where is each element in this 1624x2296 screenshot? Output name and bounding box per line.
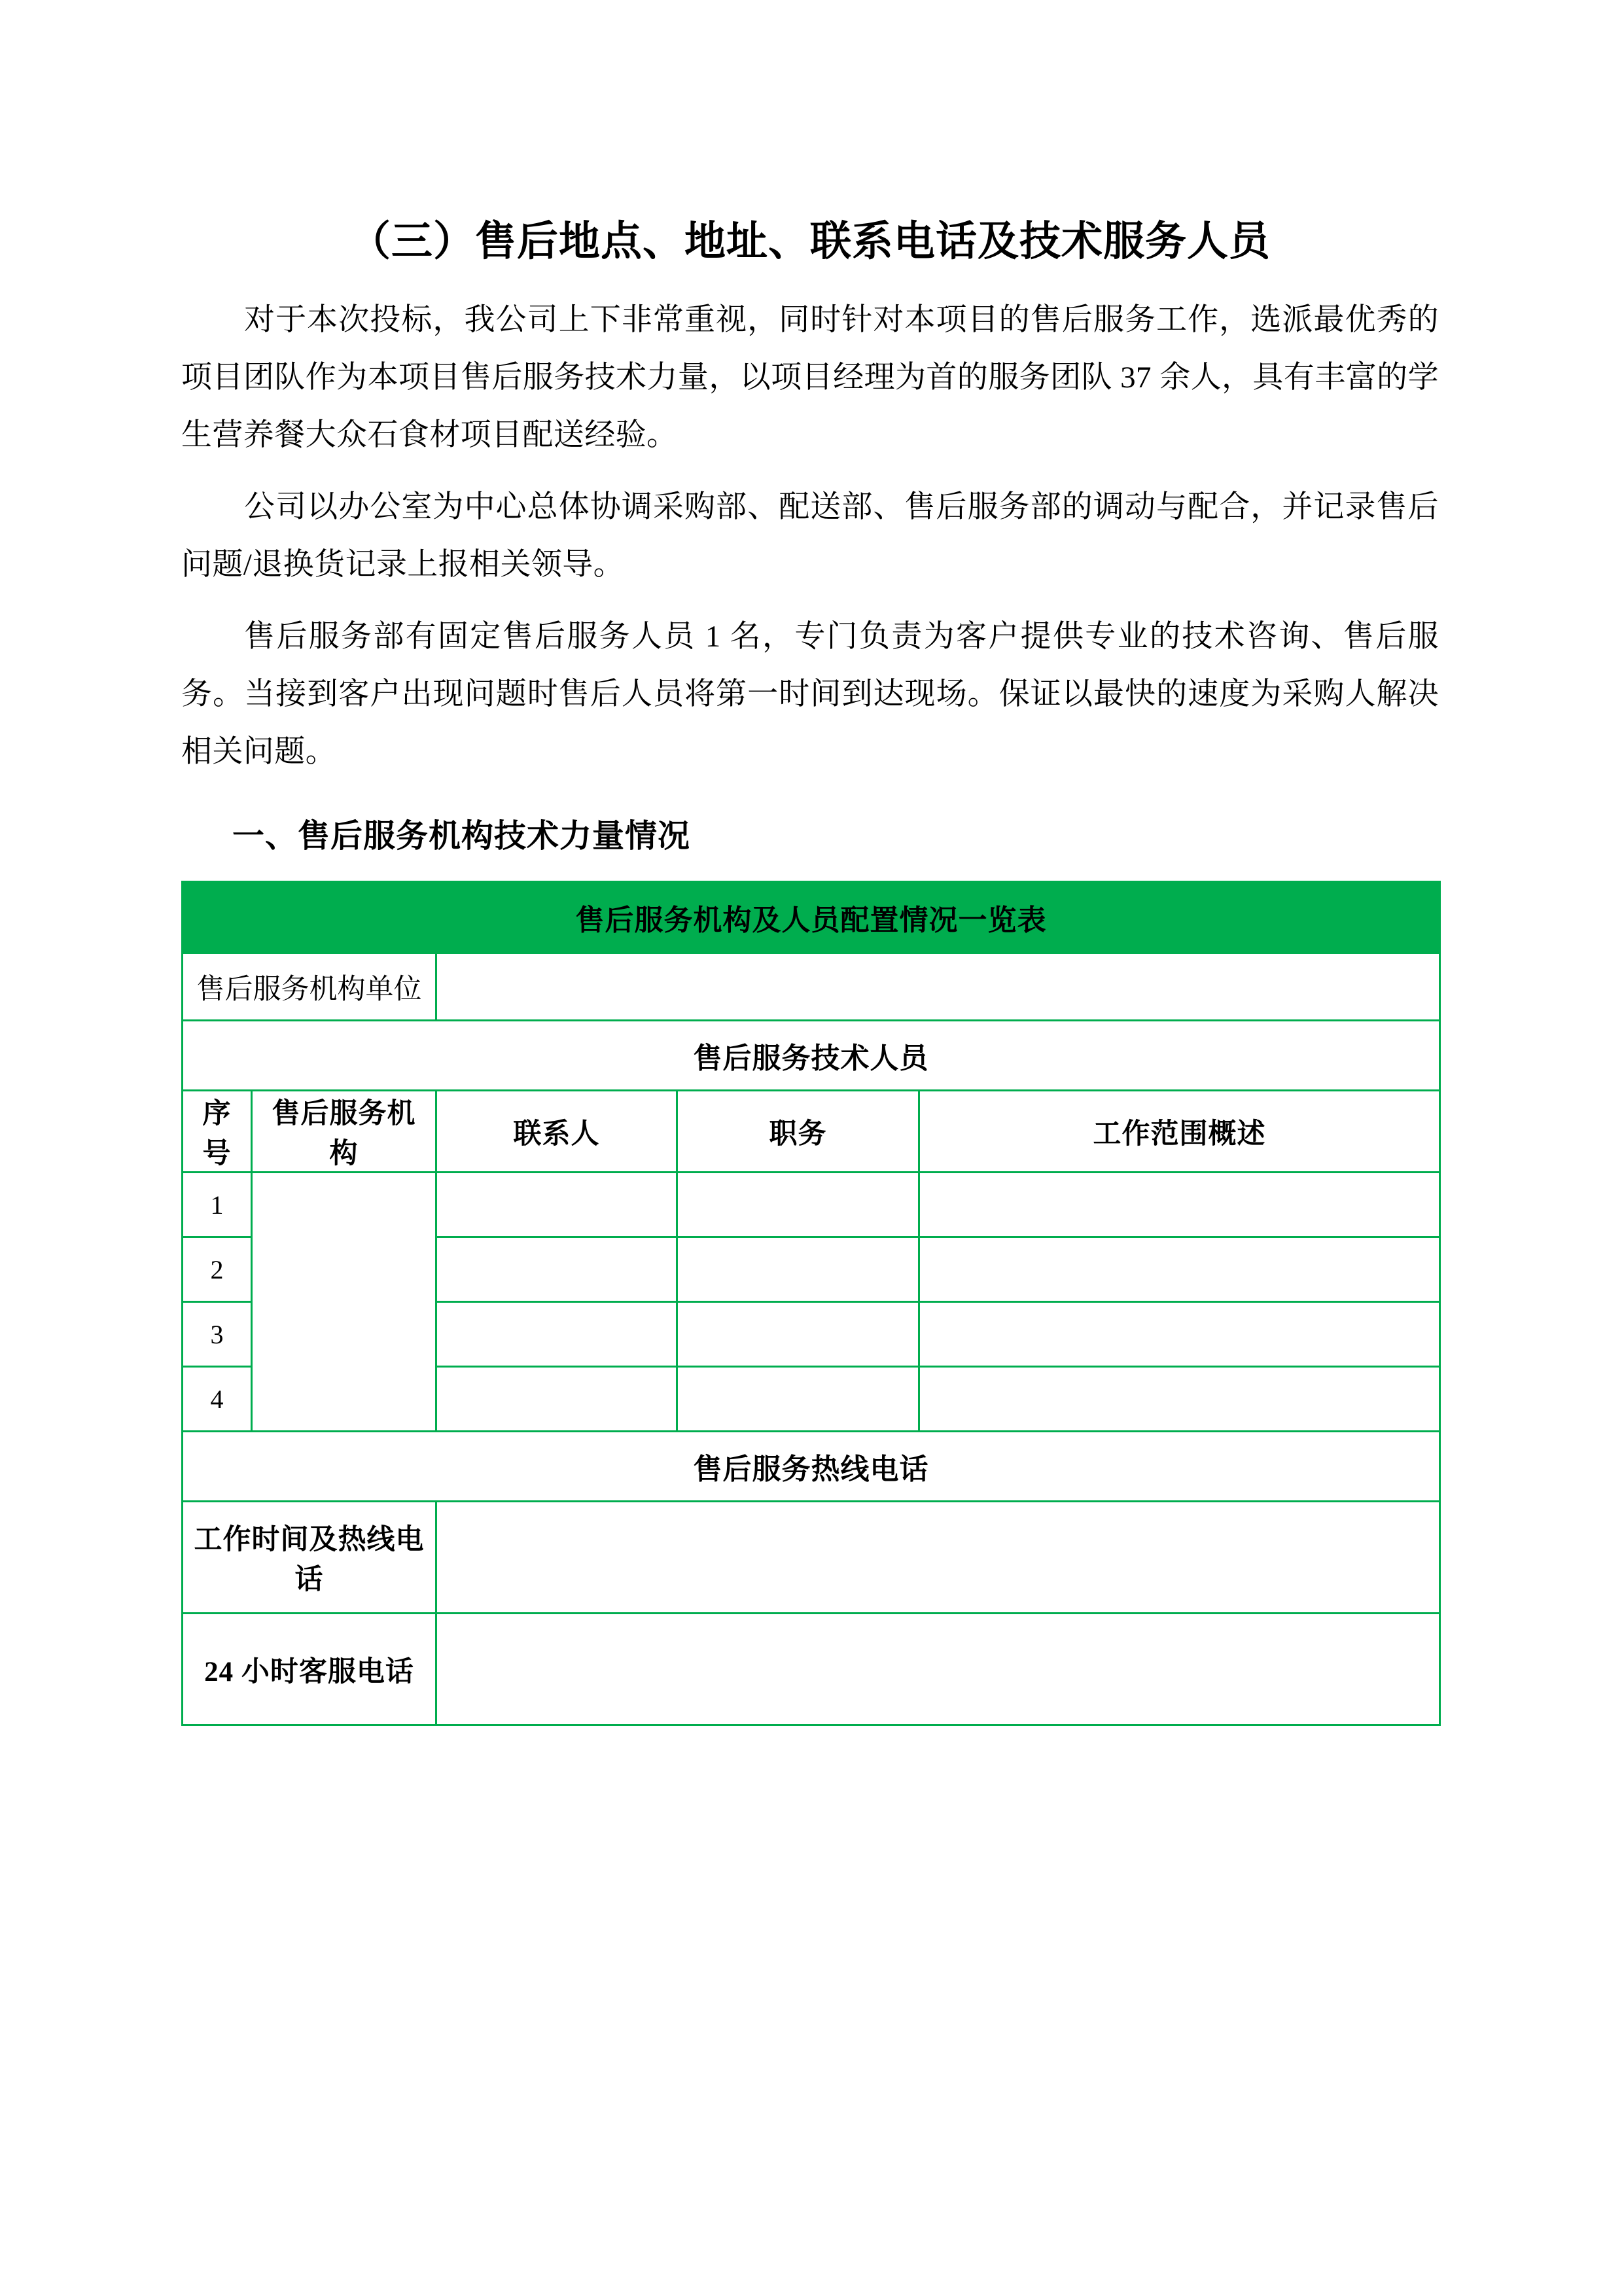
row-number: 1: [183, 1173, 252, 1237]
row-scope[interactable]: [919, 1237, 1440, 1302]
row-scope[interactable]: [919, 1367, 1440, 1432]
table-row: [183, 1173, 1440, 1237]
service-table-wrapper: [181, 874, 1439, 1726]
tech-staff-banner: 售后服务技术人员: [183, 1021, 1440, 1091]
row-title[interactable]: [677, 1302, 919, 1367]
row-contact[interactable]: [436, 1302, 677, 1367]
org-unit-value[interactable]: [436, 953, 1440, 1021]
paragraph-3: 售后服务部有固定售后服务人员 1 名，专门负责为客户提供专业的技术咨询、售后服务。当接到客户出现问题时售后人员将第一时间到达现场。保证以最快的速度为采购人解决相关问题。: [181, 619, 1439, 769]
section-heading: 一、售后服务机构技术力量情况: [232, 818, 691, 854]
table-row-hotline-banner: [183, 1432, 1440, 1502]
row-title[interactable]: [677, 1367, 919, 1432]
row-title[interactable]: [677, 1173, 919, 1237]
worktime-value[interactable]: [436, 1502, 1440, 1614]
row-number: 4: [183, 1367, 252, 1432]
row-org-merged[interactable]: [252, 1173, 436, 1432]
row-title[interactable]: [677, 1237, 919, 1302]
column-header-no: 序号: [183, 1091, 252, 1173]
table-row-worktime: [183, 1502, 1440, 1614]
paragraph-1: 对于本次投标，我公司上下非常重视，同时针对本项目的售后服务工作，选派最优秀的项目团队作为本项目售后服务技术力量，以项目经理为首的服务团队 37 余人，具有丰富的学生营养餐大众石食材项目配送经验。: [181, 302, 1439, 452]
row-contact[interactable]: [436, 1173, 677, 1237]
column-header-org: 售后服务机构: [252, 1091, 436, 1173]
table-row-column-headers: [183, 1091, 1440, 1173]
org-unit-label: 售后服务机构单位: [183, 953, 436, 1021]
worktime-label: 工作时间及热线电话: [183, 1502, 436, 1614]
row-contact[interactable]: [436, 1367, 677, 1432]
column-header-scope: 工作范围概述: [919, 1091, 1440, 1173]
hotline24-label: 24 小时客服电话: [183, 1614, 436, 1725]
row-scope[interactable]: [919, 1173, 1440, 1237]
table-row-hotline24: [183, 1614, 1440, 1725]
table-banner-title: 售后服务机构及人员配置情况一览表: [183, 882, 1440, 953]
hotline-banner: 售后服务热线电话: [183, 1432, 1440, 1502]
page-content: [181, 0, 1439, 1726]
row-number: 3: [183, 1302, 252, 1367]
hotline24-value[interactable]: [436, 1614, 1440, 1725]
column-header-title: 职务: [677, 1091, 919, 1173]
table-row-org-unit: [183, 953, 1440, 1021]
row-number: 2: [183, 1237, 252, 1302]
row-contact[interactable]: [436, 1237, 677, 1302]
table-row-tech-staff-banner: [183, 1021, 1440, 1091]
service-organization-table: [181, 881, 1441, 1726]
row-scope[interactable]: [919, 1302, 1440, 1367]
table-row-banner: [183, 882, 1440, 953]
page-title: （三）售后地点、地址、联系电话及技术服务人员: [349, 219, 1271, 264]
paragraph-2: 公司以办公室为中心总体协调采购部、配送部、售后服务部的调动与配合，并记录售后问题/退换货记录上报相关领导。: [181, 489, 1439, 582]
column-header-contact: 联系人: [436, 1091, 677, 1173]
